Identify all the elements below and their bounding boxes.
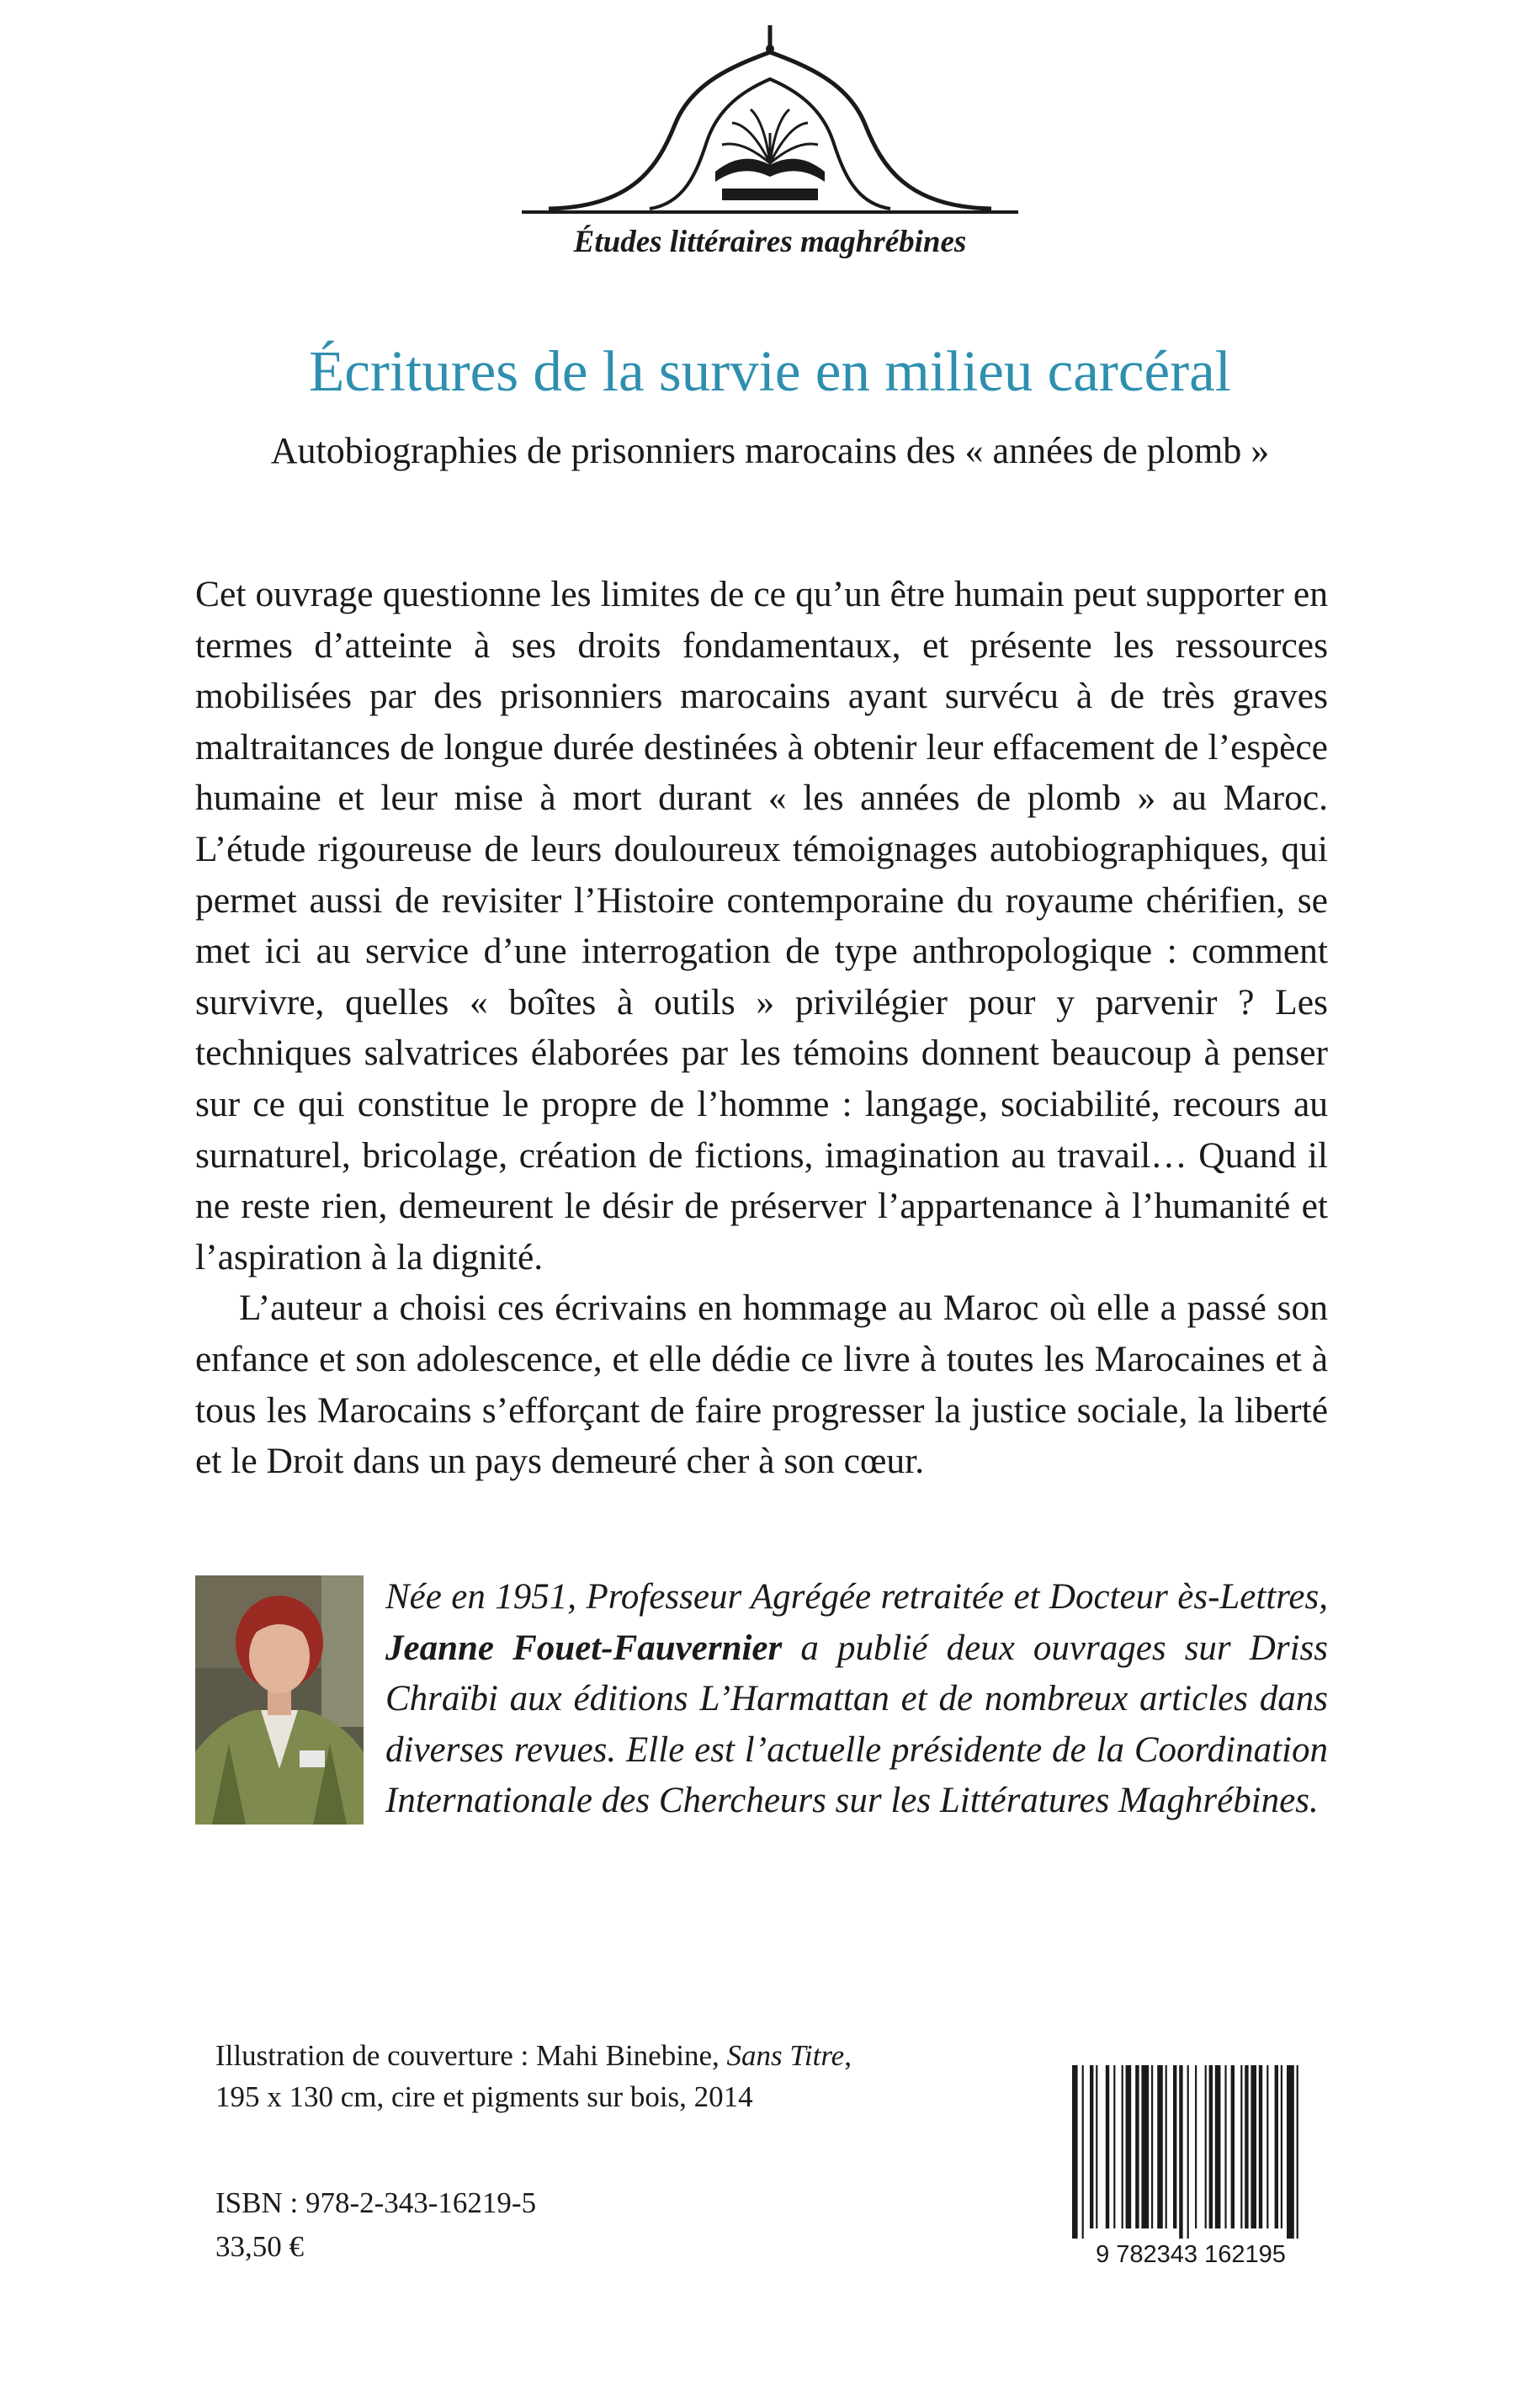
author-bio-intro: Née en 1951, Professeur Agrégée retraitée et Docteur ès-Lettres, <box>385 1577 1328 1617</box>
barcode-bar <box>1187 2065 1189 2239</box>
barcode-bar <box>1106 2065 1109 2228</box>
barcode-bar <box>1267 2065 1268 2228</box>
barcode-bar <box>1297 2065 1298 2239</box>
barcode-bar <box>1151 2065 1153 2228</box>
series-title: Études littéraires maghrébines <box>573 225 967 259</box>
author-bio <box>385 1572 1328 1827</box>
author-photo <box>195 1575 364 1825</box>
barcode-bar <box>1096 2065 1097 2228</box>
barcode-bar <box>1090 2065 1093 2228</box>
illustration-details: 195 x 130 cm, cire et pigments sur bois, 2014 <box>215 2080 753 2113</box>
barcode-bar <box>1231 2065 1235 2228</box>
illustration-credit-line <box>215 2035 889 2076</box>
barcode-bars <box>1057 2060 1325 2269</box>
barcode-bar <box>1122 2065 1123 2228</box>
barcode-bar <box>1209 2065 1213 2228</box>
book-subtitle: Autobiographies de prisonniers marocains des « années de plomb » <box>270 430 1270 471</box>
description-paragraph-2: L’auteur a choisi ces écrivains en hommage au Maroc où elle a passé son enfance et son adolescence, et elle dédie ce livre à toutes les Marocaines et à tous les Marocains s’efforçant de faire progresser la justice sociale, la liberté et le Droit dans un pays demeuré cher à son cœur. <box>195 1288 1328 1482</box>
barcode-bar <box>1082 2065 1084 2239</box>
author-bio-rest: a publié deux ouvrages sur Driss Chraïbi aux éditions L’Harmattan et de nombreux articles dans diverses revues. Elle est l’actuelle présidente de la Coordination Internationale des Chercheurs sur les Littératures Maghrébines. <box>385 1628 1328 1820</box>
barcode-bar <box>1166 2065 1167 2228</box>
barcode-bar <box>1113 2065 1115 2228</box>
arch-book-icon <box>515 24 1025 224</box>
barcode-bar <box>1205 2065 1207 2228</box>
description-paragraph-1: Cet ouvrage questionne les limites de ce qu’un être humain peut supporter en termes d’atteinte à ses droits fondamentaux, et présente les ressources mobilisées par des prisonniers marocains ayant survécu à de très graves maltraitances de longue durée destinées à obtenir leur effacement de l’espèce humaine et leur mise à mort durant « les années de plomb » au Maroc. L’étude rigoureuse de leurs douloureux témoignages autobiographiques, qui permet aussi de revisiter l’Histoire contemporaine du royaume chérifien, se met ici au service d’une interrogation de type anthropologique : comment survivre, quelles « boîtes à outils » privilégier pour y parvenir ? Les techniques salvatrices élaborées par les témoins donnent beaucoup à penser sur ce qui constitue le propre de l’homme : langage, sociabilité, recours au surnaturel, bricolage, création de fictions, imagination au travail… Quand il ne reste rien, demeurent le désir de préserver l’appartenance à l’humanité et l’aspiration à la dignité. <box>195 574 1328 1277</box>
illustration-label: Illustration de couverture : Mahi Binebine, <box>215 2039 727 2072</box>
barcode-bar <box>1281 2065 1282 2228</box>
price: 33,50 € <box>215 2230 304 2263</box>
barcode-bar <box>1135 2065 1139 2228</box>
illustration-work-title: Sans Titre <box>726 2039 845 2072</box>
barcode-bar <box>1240 2065 1242 2228</box>
barcode-bar <box>1072 2065 1078 2239</box>
barcode-bar <box>1179 2065 1182 2239</box>
barcode-bar <box>1275 2065 1278 2228</box>
barcode-bar <box>1224 2065 1226 2228</box>
barcode-bar <box>1126 2065 1132 2228</box>
barcode-bar <box>1173 2065 1176 2228</box>
book-description <box>195 569 1328 1487</box>
cover-credits <box>215 2035 889 2117</box>
barcode-bar <box>1157 2065 1163 2228</box>
author-name: Jeanne Fouet-Fauvernier <box>385 1628 783 1668</box>
barcode-bar <box>1245 2065 1248 2228</box>
barcode-bar <box>1195 2065 1197 2228</box>
barcode-bar <box>1259 2065 1262 2228</box>
illustration-separator: , <box>844 2039 852 2072</box>
barcode-bar <box>1287 2065 1294 2239</box>
publisher-logo <box>515 24 1025 224</box>
book-title: Écritures de la survie en milieu carcéral <box>309 339 1231 403</box>
barcode-bar <box>1141 2065 1149 2228</box>
isbn: ISBN : 978-2-343-16219-5 <box>215 2186 537 2219</box>
barcode-digits: 9 782343 162195 <box>1096 2241 1286 2268</box>
author-portrait-image <box>195 1575 364 1825</box>
barcode <box>1057 2060 1325 2269</box>
barcode-bar <box>1251 2065 1256 2228</box>
barcode-bar <box>1215 2065 1221 2228</box>
